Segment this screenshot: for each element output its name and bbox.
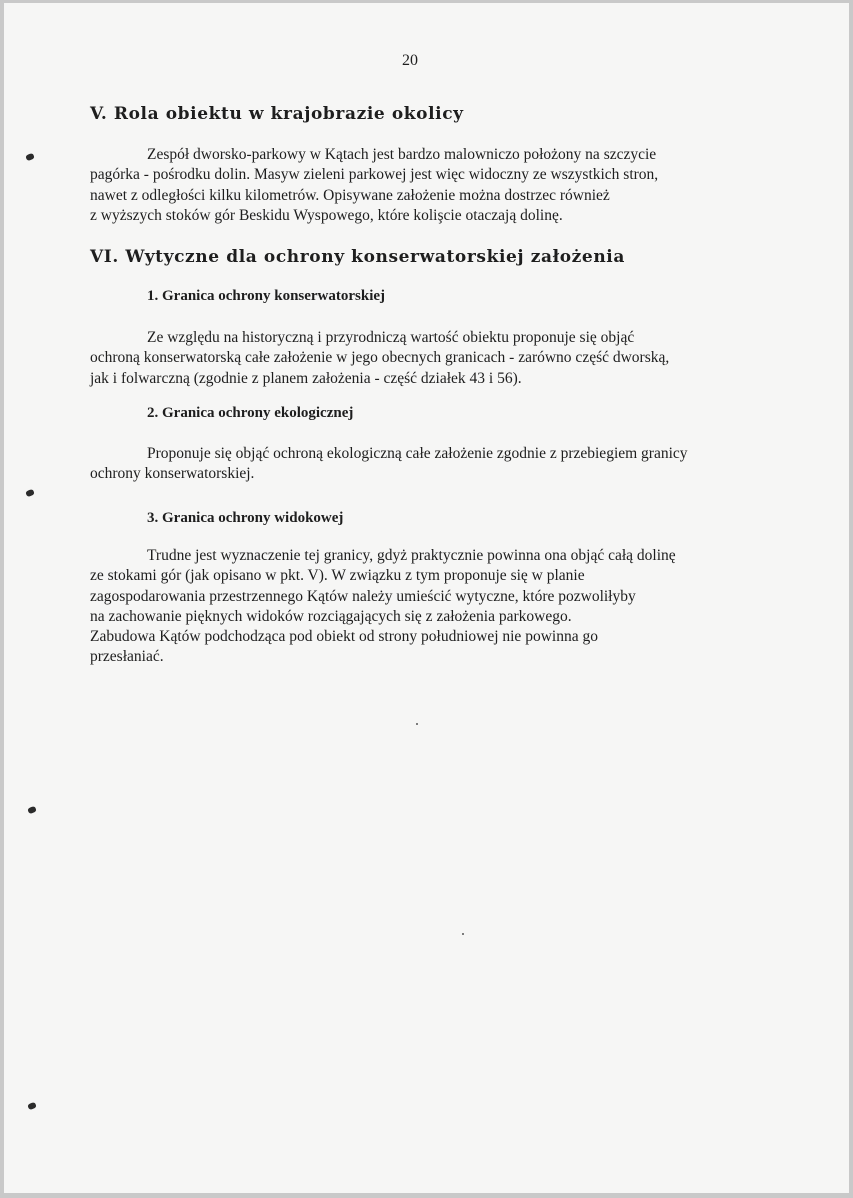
subsection-3-paragraph bbox=[90, 546, 750, 668]
subsection-heading-3: 3. Granica ochrony widokowej bbox=[147, 510, 344, 526]
paragraph-line: ochroną konserwatorską całe założenie w jego obecnych granicach - zarówno część dworską, bbox=[90, 349, 670, 367]
punch-hole-mark bbox=[25, 153, 35, 161]
subsection-heading-1: 1. Granica ochrony konserwatorskiej bbox=[147, 288, 386, 304]
paragraph-line: Zabudowa Kątów podchodząca pod obiekt od strony południowej nie powinna go bbox=[90, 628, 598, 646]
paragraph-line: pagórka - pośrodku dolin. Masyw zieleni parkowej jest więc widoczny ze wszystkich stron, bbox=[90, 166, 659, 184]
section-heading-vi: VI. Wytyczne dla ochrony konserwatorskiej założenia bbox=[90, 247, 625, 267]
paragraph-line: przesłaniać. bbox=[90, 648, 164, 666]
paragraph-line: Ze względu na historyczną i przyrodniczą wartość obiektu proponuje się objąć bbox=[147, 329, 635, 346]
paragraph-line: ze stokami gór (jak opisano w pkt. V). W związku z tym proponuje się w planie bbox=[90, 567, 585, 585]
punch-hole-mark bbox=[25, 489, 35, 497]
paragraph-line: jak i folwarczną (zgodnie z planem założenia - część działek 43 i 56). bbox=[90, 369, 522, 387]
paragraph-line: zagospodarowania przestrzennego Kątów należy umieścić wytyczne, które pozwoliłyby bbox=[90, 587, 636, 605]
paragraph-line: ochrony konserwatorskiej. bbox=[90, 465, 255, 483]
punch-hole-mark bbox=[27, 806, 37, 814]
subsection-2-paragraph bbox=[90, 444, 750, 485]
section-v-paragraph bbox=[90, 145, 750, 226]
paragraph-line: Trudne jest wyznaczenie tej granicy, gdyż praktycznie powinna ona objąć całą dolinę bbox=[147, 547, 676, 564]
subsection-heading-2: 2. Granica ochrony ekologicznej bbox=[147, 405, 354, 421]
scan-speck bbox=[462, 933, 464, 935]
paragraph-line: Zespół dworsko-parkowy w Kątach jest bardzo malowniczo położony na szczycie bbox=[147, 146, 657, 163]
paragraph-line: na zachowanie pięknych widoków rozciągających się z założenia parkowego. bbox=[90, 607, 572, 625]
section-heading-v: V. Rola obiektu w krajobrazie okolicy bbox=[90, 104, 464, 124]
paragraph-line: Proponuje się objąć ochroną ekologiczną całe założenie zgodnie z przebiegiem granicy bbox=[147, 445, 688, 462]
subsection-1-paragraph bbox=[90, 328, 750, 389]
paragraph-line: z wyższych stoków gór Beskidu Wyspowego, które kolişcie otaczają dolinę. bbox=[90, 206, 563, 224]
paragraph-line: nawet z odległości kilku kilometrów. Opisywane założenie można dostrzec również bbox=[90, 186, 610, 204]
scan-speck bbox=[416, 723, 418, 725]
punch-hole-mark bbox=[27, 1102, 37, 1110]
page-number: 20 bbox=[402, 52, 418, 69]
document-page bbox=[4, 3, 849, 1193]
